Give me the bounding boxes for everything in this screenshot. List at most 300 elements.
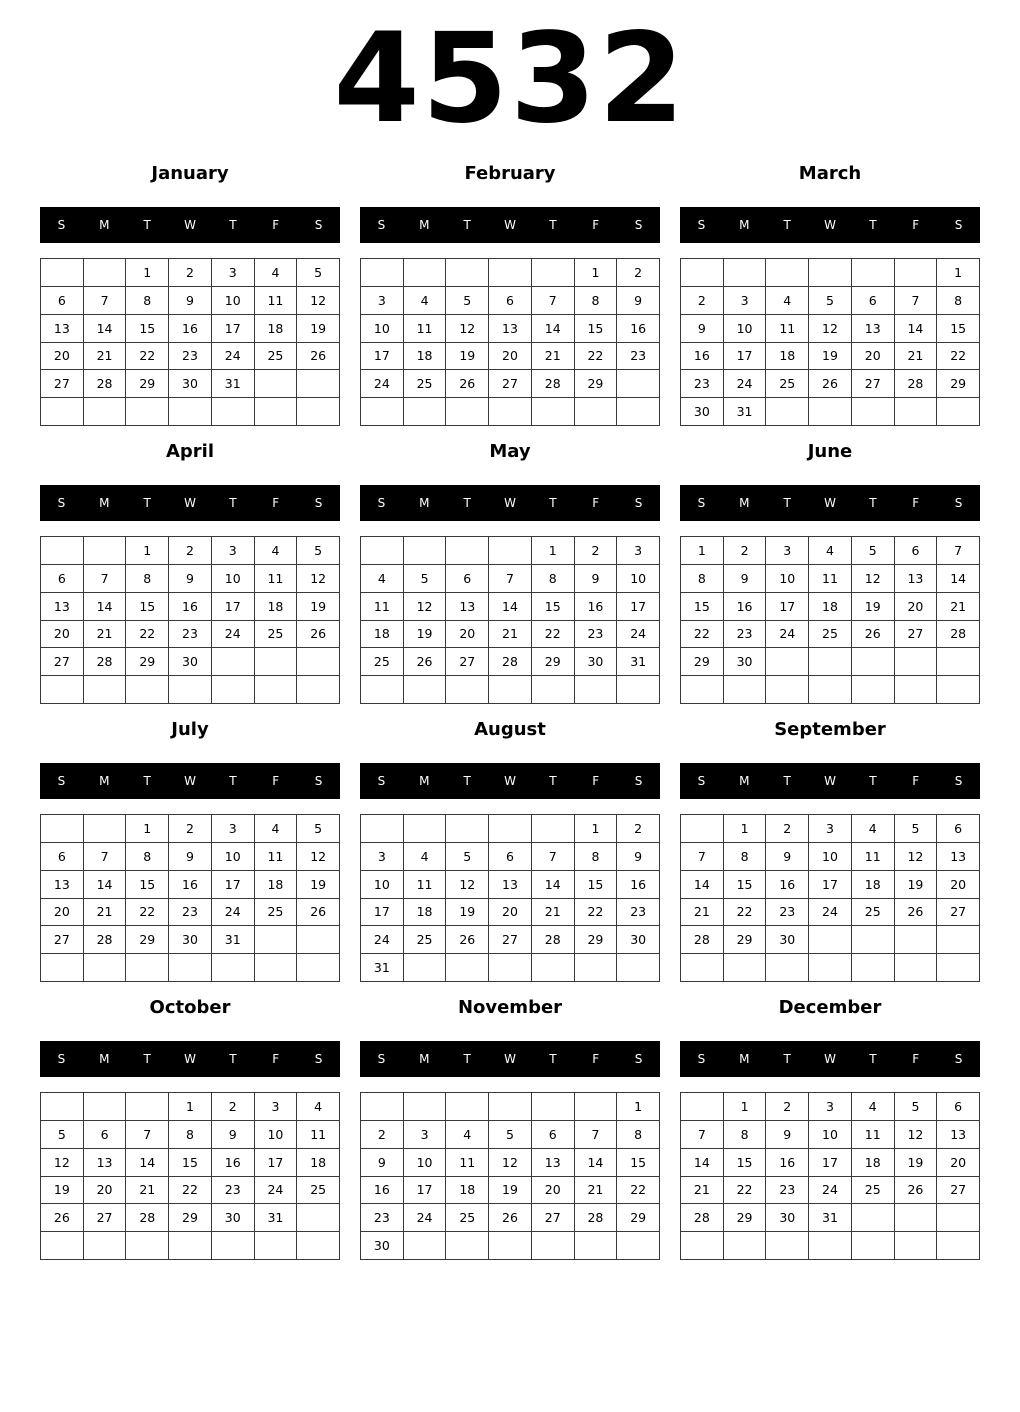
day-cell: 30: [617, 926, 660, 954]
empty-cell: [895, 926, 938, 954]
day-cell: 24: [404, 1204, 447, 1232]
day-cell: 16: [766, 1149, 809, 1177]
weekday-label: M: [739, 774, 750, 788]
day-cell: 22: [937, 343, 980, 371]
empty-cell: [766, 1232, 809, 1260]
day-grid: [40, 258, 340, 426]
day-cell: 15: [937, 315, 980, 343]
day-cell: 27: [41, 648, 84, 676]
empty-cell: [681, 1093, 724, 1121]
day-cell: 21: [84, 343, 127, 371]
day-cell: 25: [297, 1177, 340, 1205]
day-cell: 6: [446, 565, 489, 593]
weekday-label: M: [739, 1052, 750, 1066]
day-cell: 4: [255, 537, 298, 565]
day-cell: 10: [255, 1121, 298, 1149]
day-cell: 13: [937, 1121, 980, 1149]
empty-cell: [361, 676, 404, 704]
day-cell: 29: [532, 648, 575, 676]
day-cell: 19: [446, 343, 489, 371]
day-cell: 28: [681, 1204, 724, 1232]
day-cell: 22: [617, 1177, 660, 1205]
empty-cell: [404, 954, 447, 982]
day-cell: 13: [895, 565, 938, 593]
day-cell: 24: [212, 899, 255, 927]
day-cell: 30: [766, 1204, 809, 1232]
weekday-label: F: [272, 218, 280, 232]
empty-cell: [937, 648, 980, 676]
weekday-label: S: [634, 218, 643, 232]
day-cell: 29: [937, 370, 980, 398]
empty-cell: [809, 259, 852, 287]
month-name: December: [778, 997, 882, 1018]
day-cell: 19: [489, 1177, 532, 1205]
day-cell: 3: [255, 1093, 298, 1121]
empty-cell: [617, 676, 660, 704]
empty-cell: [809, 676, 852, 704]
weekday-header: [360, 763, 660, 799]
day-cell: 14: [84, 871, 127, 899]
empty-cell: [724, 954, 767, 982]
day-cell: 23: [169, 343, 212, 371]
day-cell: 8: [681, 565, 724, 593]
day-cell: 7: [489, 565, 532, 593]
day-cell: 23: [361, 1204, 404, 1232]
day-cell: 8: [617, 1121, 660, 1149]
day-cell: 8: [126, 287, 169, 315]
weekday-label: F: [592, 1052, 600, 1066]
empty-cell: [41, 954, 84, 982]
day-cell: 14: [84, 315, 127, 343]
empty-cell: [41, 537, 84, 565]
day-cell: 17: [809, 1149, 852, 1177]
day-cell: 30: [169, 926, 212, 954]
weekday-label: T: [229, 218, 237, 232]
weekday-header: [680, 207, 980, 243]
empty-cell: [575, 398, 618, 426]
day-cell: 2: [169, 815, 212, 843]
day-cell: 24: [212, 343, 255, 371]
day-cell: 29: [126, 370, 169, 398]
empty-cell: [532, 954, 575, 982]
day-cell: 21: [575, 1177, 618, 1205]
day-cell: 19: [297, 315, 340, 343]
empty-cell: [169, 398, 212, 426]
weekday-label: F: [272, 774, 280, 788]
day-cell: 14: [895, 315, 938, 343]
day-cell: 25: [404, 926, 447, 954]
day-cell: 6: [852, 287, 895, 315]
day-cell: 18: [852, 1149, 895, 1177]
day-cell: 18: [446, 1177, 489, 1205]
day-cell: 13: [852, 315, 895, 343]
day-cell: 30: [212, 1204, 255, 1232]
empty-cell: [937, 926, 980, 954]
day-cell: 11: [809, 565, 852, 593]
day-cell: 27: [489, 926, 532, 954]
day-cell: 19: [297, 593, 340, 621]
day-cell: 12: [41, 1149, 84, 1177]
day-cell: 5: [446, 287, 489, 315]
day-cell: 10: [212, 565, 255, 593]
empty-cell: [617, 370, 660, 398]
day-cell: 27: [41, 926, 84, 954]
weekday-header: [360, 1041, 660, 1077]
day-cell: 16: [617, 315, 660, 343]
empty-cell: [41, 676, 84, 704]
day-cell: 9: [617, 843, 660, 871]
day-cell: 11: [361, 593, 404, 621]
empty-cell: [84, 1093, 127, 1121]
weekday-label: S: [954, 1052, 963, 1066]
weekday-label: W: [184, 218, 196, 232]
day-cell: 16: [169, 871, 212, 899]
day-cell: 11: [404, 871, 447, 899]
day-cell: 16: [724, 593, 767, 621]
day-cell: 8: [575, 287, 618, 315]
day-cell: 12: [297, 565, 340, 593]
day-cell: 22: [575, 343, 618, 371]
empty-cell: [809, 926, 852, 954]
day-cell: 21: [681, 899, 724, 927]
day-cell: 25: [809, 621, 852, 649]
day-cell: 3: [212, 537, 255, 565]
day-cell: 19: [446, 899, 489, 927]
day-cell: 21: [681, 1177, 724, 1205]
empty-cell: [41, 1093, 84, 1121]
weekday-label: T: [143, 496, 151, 510]
empty-cell: [895, 1232, 938, 1260]
empty-cell: [937, 1232, 980, 1260]
day-cell: 6: [937, 1093, 980, 1121]
weekday-label: T: [229, 496, 237, 510]
day-cell: 25: [255, 899, 298, 927]
day-cell: 29: [681, 648, 724, 676]
day-cell: 20: [937, 871, 980, 899]
weekday-label: M: [419, 1052, 430, 1066]
day-cell: 6: [41, 843, 84, 871]
day-cell: 1: [169, 1093, 212, 1121]
empty-cell: [84, 398, 127, 426]
day-cell: 11: [297, 1121, 340, 1149]
day-cell: 1: [575, 259, 618, 287]
empty-cell: [809, 648, 852, 676]
day-cell: 11: [446, 1149, 489, 1177]
empty-cell: [297, 926, 340, 954]
weekday-label: W: [824, 1052, 836, 1066]
day-cell: 5: [404, 565, 447, 593]
day-cell: 15: [126, 593, 169, 621]
day-cell: 20: [41, 343, 84, 371]
weekday-label: S: [697, 774, 706, 788]
empty-cell: [297, 676, 340, 704]
day-cell: 20: [84, 1177, 127, 1205]
empty-cell: [724, 259, 767, 287]
day-cell: 12: [297, 843, 340, 871]
day-grid: [360, 258, 660, 426]
weekday-label: W: [184, 1052, 196, 1066]
day-cell: 20: [489, 899, 532, 927]
empty-cell: [895, 259, 938, 287]
empty-cell: [895, 648, 938, 676]
empty-cell: [852, 676, 895, 704]
weekday-label: F: [912, 218, 920, 232]
day-cell: 10: [361, 315, 404, 343]
weekday-label: S: [634, 774, 643, 788]
day-cell: 1: [532, 537, 575, 565]
empty-cell: [766, 259, 809, 287]
day-cell: 8: [724, 1121, 767, 1149]
empty-cell: [532, 815, 575, 843]
day-cell: 5: [489, 1121, 532, 1149]
empty-cell: [255, 398, 298, 426]
day-cell: 7: [532, 843, 575, 871]
day-cell: 5: [809, 287, 852, 315]
empty-cell: [404, 815, 447, 843]
day-cell: 1: [575, 815, 618, 843]
day-cell: 16: [766, 871, 809, 899]
empty-cell: [404, 1093, 447, 1121]
empty-cell: [212, 954, 255, 982]
day-grid: [360, 814, 660, 982]
day-cell: 27: [84, 1204, 127, 1232]
weekday-label: T: [463, 218, 471, 232]
empty-cell: [681, 954, 724, 982]
day-cell: 16: [681, 343, 724, 371]
weekday-header: [40, 207, 340, 243]
day-cell: 6: [41, 287, 84, 315]
day-cell: 13: [41, 593, 84, 621]
empty-cell: [766, 954, 809, 982]
day-cell: 18: [361, 621, 404, 649]
day-cell: 4: [446, 1121, 489, 1149]
weekday-label: F: [592, 496, 600, 510]
weekday-label: T: [229, 774, 237, 788]
day-cell: 22: [126, 343, 169, 371]
year-title: 4532: [333, 7, 687, 151]
day-cell: 19: [852, 593, 895, 621]
day-cell: 25: [766, 370, 809, 398]
weekday-label: W: [824, 774, 836, 788]
empty-cell: [255, 954, 298, 982]
day-cell: 5: [297, 815, 340, 843]
day-cell: 13: [489, 871, 532, 899]
day-cell: 23: [617, 899, 660, 927]
empty-cell: [809, 954, 852, 982]
day-cell: 15: [724, 1149, 767, 1177]
day-cell: 8: [126, 565, 169, 593]
empty-cell: [41, 815, 84, 843]
weekday-label: T: [783, 1052, 791, 1066]
empty-cell: [126, 1232, 169, 1260]
weekday-label: T: [463, 496, 471, 510]
day-cell: 18: [766, 343, 809, 371]
day-cell: 18: [255, 593, 298, 621]
day-cell: 6: [937, 815, 980, 843]
day-cell: 22: [169, 1177, 212, 1205]
weekday-header: [680, 763, 980, 799]
day-cell: 12: [895, 843, 938, 871]
empty-cell: [41, 259, 84, 287]
day-cell: 13: [41, 315, 84, 343]
day-cell: 21: [895, 343, 938, 371]
month-name: June: [807, 441, 853, 462]
day-cell: 22: [126, 621, 169, 649]
day-cell: 17: [212, 315, 255, 343]
day-cell: 7: [575, 1121, 618, 1149]
empty-cell: [255, 676, 298, 704]
weekday-label: T: [143, 218, 151, 232]
day-cell: 10: [724, 315, 767, 343]
day-cell: 9: [617, 287, 660, 315]
day-grid: [360, 1092, 660, 1260]
day-cell: 5: [297, 259, 340, 287]
day-cell: 9: [361, 1149, 404, 1177]
day-cell: 27: [41, 370, 84, 398]
day-cell: 20: [937, 1149, 980, 1177]
empty-cell: [489, 398, 532, 426]
day-cell: 1: [937, 259, 980, 287]
weekday-label: S: [377, 774, 386, 788]
day-cell: 17: [212, 593, 255, 621]
day-cell: 14: [681, 1149, 724, 1177]
weekday-label: W: [504, 1052, 516, 1066]
weekday-label: W: [184, 496, 196, 510]
day-cell: 23: [169, 899, 212, 927]
day-cell: 25: [255, 343, 298, 371]
day-cell: 26: [297, 621, 340, 649]
day-cell: 27: [852, 370, 895, 398]
day-cell: 24: [212, 621, 255, 649]
day-cell: 30: [169, 648, 212, 676]
weekday-label: S: [634, 1052, 643, 1066]
day-cell: 4: [404, 287, 447, 315]
day-cell: 30: [724, 648, 767, 676]
day-cell: 15: [575, 315, 618, 343]
weekday-label: S: [314, 218, 323, 232]
month-name: July: [171, 719, 209, 740]
weekday-label: W: [504, 774, 516, 788]
day-cell: 19: [895, 1149, 938, 1177]
day-cell: 3: [404, 1121, 447, 1149]
day-cell: 20: [532, 1177, 575, 1205]
day-cell: 17: [212, 871, 255, 899]
day-cell: 19: [41, 1177, 84, 1205]
month-name: September: [774, 719, 886, 740]
weekday-label: M: [419, 496, 430, 510]
day-cell: 9: [724, 565, 767, 593]
day-cell: 22: [575, 899, 618, 927]
day-cell: 17: [255, 1149, 298, 1177]
day-cell: 26: [895, 1177, 938, 1205]
day-cell: 17: [361, 899, 404, 927]
empty-cell: [255, 648, 298, 676]
day-cell: 10: [361, 871, 404, 899]
day-cell: 26: [446, 926, 489, 954]
empty-cell: [212, 398, 255, 426]
day-cell: 24: [617, 621, 660, 649]
day-cell: 23: [766, 1177, 809, 1205]
empty-cell: [937, 398, 980, 426]
day-cell: 11: [852, 843, 895, 871]
empty-cell: [41, 1232, 84, 1260]
day-cell: 29: [724, 1204, 767, 1232]
day-cell: 28: [84, 926, 127, 954]
day-cell: 31: [255, 1204, 298, 1232]
day-cell: 7: [84, 843, 127, 871]
day-cell: 12: [404, 593, 447, 621]
empty-cell: [446, 1093, 489, 1121]
weekday-label: T: [869, 1052, 877, 1066]
day-cell: 16: [575, 593, 618, 621]
day-cell: 8: [724, 843, 767, 871]
day-cell: 21: [489, 621, 532, 649]
empty-cell: [297, 370, 340, 398]
day-cell: 6: [489, 287, 532, 315]
day-cell: 18: [809, 593, 852, 621]
day-cell: 24: [361, 370, 404, 398]
empty-cell: [126, 1093, 169, 1121]
weekday-label: M: [739, 218, 750, 232]
weekday-label: S: [57, 1052, 66, 1066]
weekday-label: T: [229, 1052, 237, 1066]
day-cell: 21: [84, 621, 127, 649]
day-cell: 16: [361, 1177, 404, 1205]
day-cell: 28: [532, 370, 575, 398]
empty-cell: [41, 398, 84, 426]
day-cell: 13: [532, 1149, 575, 1177]
day-cell: 28: [84, 370, 127, 398]
empty-cell: [361, 537, 404, 565]
day-cell: 17: [361, 343, 404, 371]
day-cell: 11: [255, 565, 298, 593]
day-cell: 29: [575, 926, 618, 954]
day-cell: 23: [766, 899, 809, 927]
day-cell: 23: [575, 621, 618, 649]
weekday-label: M: [419, 218, 430, 232]
day-cell: 20: [895, 593, 938, 621]
day-cell: 14: [532, 871, 575, 899]
day-cell: 28: [895, 370, 938, 398]
day-cell: 2: [617, 259, 660, 287]
weekday-header: [40, 763, 340, 799]
empty-cell: [766, 676, 809, 704]
weekday-label: F: [272, 496, 280, 510]
weekday-label: S: [377, 496, 386, 510]
weekday-label: T: [463, 774, 471, 788]
empty-cell: [852, 954, 895, 982]
empty-cell: [489, 259, 532, 287]
day-grid: [680, 1092, 980, 1260]
day-cell: 30: [766, 926, 809, 954]
day-cell: 31: [724, 398, 767, 426]
day-cell: 30: [169, 370, 212, 398]
day-cell: 7: [84, 565, 127, 593]
weekday-label: M: [99, 1052, 110, 1066]
day-cell: 15: [532, 593, 575, 621]
weekday-header: [40, 485, 340, 521]
empty-cell: [575, 1093, 618, 1121]
day-cell: 31: [212, 926, 255, 954]
day-cell: 18: [404, 343, 447, 371]
day-cell: 13: [41, 871, 84, 899]
weekday-label: W: [504, 218, 516, 232]
day-cell: 1: [126, 815, 169, 843]
empty-cell: [681, 676, 724, 704]
empty-cell: [255, 370, 298, 398]
day-cell: 29: [169, 1204, 212, 1232]
weekday-label: S: [697, 496, 706, 510]
